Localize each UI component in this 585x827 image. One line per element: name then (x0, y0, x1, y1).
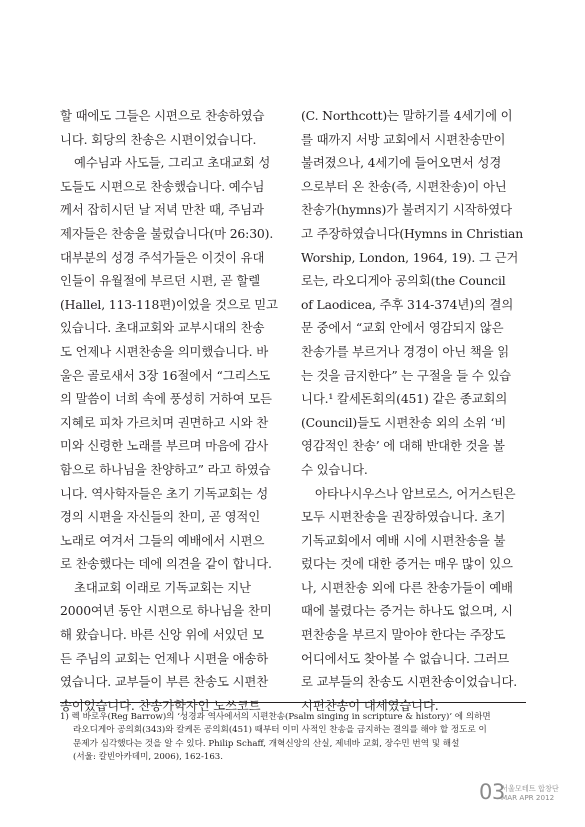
body-line: 모두 시편찬송을 권장하였습니다. 초기 (301, 509, 506, 525)
right-column (301, 104, 529, 717)
body-line: 할 때에도 그들은 시편으로 찬송하였습 (60, 108, 265, 123)
footnote (60, 711, 526, 765)
body-line: 지혜로 피차 가르치며 권면하고 시와 찬 (60, 414, 269, 430)
body-line: 있습니다. 초대교회와 교부시대의 찬송 (60, 320, 265, 336)
footnote-line: (서울: 칼빈아카데미, 2006), 162-163. (73, 752, 223, 763)
body-line: 든 주님의 교회는 언제나 시편을 애송하 (60, 650, 269, 666)
body-line: 어디에서도 찾아볼 수 없습니다. 그러므 (301, 650, 510, 666)
body-line: 편찬송을 부르지 말아야 한다는 주장도 (301, 627, 506, 643)
body-line: 시편찬송이 대세였습니다. (301, 697, 439, 713)
body-line: 찬송가를 부르거나 경경이 아닌 책을 읽 (301, 343, 510, 359)
body-line: 고 주장하였습니다(Hymns in Christian (301, 225, 524, 241)
body-line: 로는, 라오디게아 공의회(the Council (301, 273, 506, 289)
body-line: 도들도 시편으로 찬송했습니다. 예수님 (60, 178, 265, 194)
body-line: 께서 잡히시던 날 저녁 만찬 때, 주님과 (60, 202, 264, 218)
body-line: 니다.¹ 칼세돈회의(451) 같은 종교회의 (301, 391, 508, 407)
footnote-line: 1) 렉 바로우(Reg Barrow)의 ‘성경과 역사에서의 시편찬송(Psalm singing in scripture & history)’ 에 의하면 (60, 712, 491, 722)
body-line: 수 있습니다. (301, 461, 368, 477)
page-number: 03 (479, 780, 505, 804)
body-line: 인들이 유월절에 부르던 시편, 곧 할렐 (60, 273, 261, 289)
magazine-info (501, 784, 559, 802)
body-line: 렀다는 것에 대한 증거는 매우 많이 있으 (301, 556, 513, 572)
body-line: 니다. 회당의 찬송은 시편이었습니다. (60, 131, 257, 147)
body-line: Worship, London, 1964, 19). 그 근거 (301, 249, 519, 265)
body-line: 나, 시편찬송 외에 다른 찬송가들이 예배 (301, 579, 513, 595)
body-line: 함으로 하나님을 찬양하고” 라고 하였습 (60, 461, 271, 477)
body-line: (Council)들도 시편찬송 외의 소위 ‘비 (301, 414, 507, 430)
body-line: 로 교부들의 찬송도 시편찬송이었습니다. (301, 674, 518, 690)
body-line: 찬송가(hymns)가 불려지기 시작하였다 (301, 202, 512, 218)
body-line: 2000여년 동안 시편으로 하나님을 찬미 (60, 603, 272, 619)
body-line: (C. Northcott)는 말하기를 4세기에 이 (301, 108, 513, 123)
body-line: 를 때까지 서방 교회에서 시편찬송만이 (301, 131, 506, 147)
body-line: 예수님과 사도들, 그리고 초대교회 성 (74, 155, 271, 171)
body-line: 니다. 역사학자들은 초기 기독교회는 성 (60, 485, 269, 501)
footnote-line: 라오디게아 공의회(343)와 칼케돈 공의회(451) 때부터 이미 사적인 찬송을 금지하는 결의를 해야 할 정도로 이 (73, 725, 487, 736)
body-line: 아타나시우스나 암브로스, 어거스틴은 (315, 485, 516, 501)
body-line: 도 언제나 시편찬송을 의미했습니다. 바 (60, 343, 269, 359)
body-line: 로 찬송했다는 데에 의견을 같이 합니다. (60, 556, 272, 572)
body-line: 영감적인 찬송’ 에 대해 반대한 것을 볼 (301, 438, 505, 454)
body-line: 초대교회 이래로 기독교회는 지난 (74, 579, 251, 595)
body-line: (Hallel, 113-118편)이었을 것으로 믿고 (60, 296, 278, 312)
body-line: 의 말씀이 너희 속에 풍성히 거하여 모든 (60, 391, 272, 407)
footnote-line: 문제가 심각했다는 것을 알 수 있다. Philip Schaff, 개혁신앙의 산실, 제네바 교회, 장수민 번역 및 해설 (73, 738, 460, 749)
body-line: 노래로 여겨서 그들의 예배에서 시편으 (60, 532, 265, 548)
body-line: of Laodicea, 주후 314-374년)의 결의 (301, 296, 514, 312)
body-line: 였습니다. 교부들이 부른 찬송도 시편찬 (60, 674, 269, 690)
left-column (60, 104, 289, 717)
magazine-name: 서울모테트 합창단 (501, 784, 559, 793)
body-line: 으로부터 온 찬송(즉, 시편찬송)이 아닌 (301, 178, 507, 194)
magazine-issue: MAR APR 2012 (501, 793, 555, 802)
body-line: 송이었습니다. 찬송가학자인 노쓰코트 (60, 697, 261, 713)
footnote-divider (60, 702, 526, 703)
body-line: 경의 시편을 자신들의 찬미, 곧 영적인 (60, 509, 261, 525)
body-line: 기독교회에서 예배 시에 시편찬송을 불 (301, 532, 506, 548)
body-line: 는 것을 금지한다” 는 구절을 들 수 있습 (301, 367, 511, 383)
body-line: 때에 불렸다는 증거는 하나도 없으며, 시 (301, 603, 513, 619)
body-line: 대부분의 성경 주석가들은 이것이 유대 (60, 249, 265, 265)
body-line: 미와 신령한 노래를 부르며 마음에 감사 (60, 438, 269, 454)
body-line: 제자들은 찬송을 불렀습니다(마 26:30). (60, 225, 274, 241)
body-line: 문 중에서 “교회 안에서 영감되지 않은 (301, 320, 504, 336)
body-line: 불려졌으나, 4세기에 들어오면서 성경 (301, 155, 502, 171)
body-line: 울은 골로새서 3장 16절에서 “그리스도 (60, 367, 271, 383)
body-line: 해 왔습니다. 바른 신앙 위에 서있던 모 (60, 627, 264, 643)
